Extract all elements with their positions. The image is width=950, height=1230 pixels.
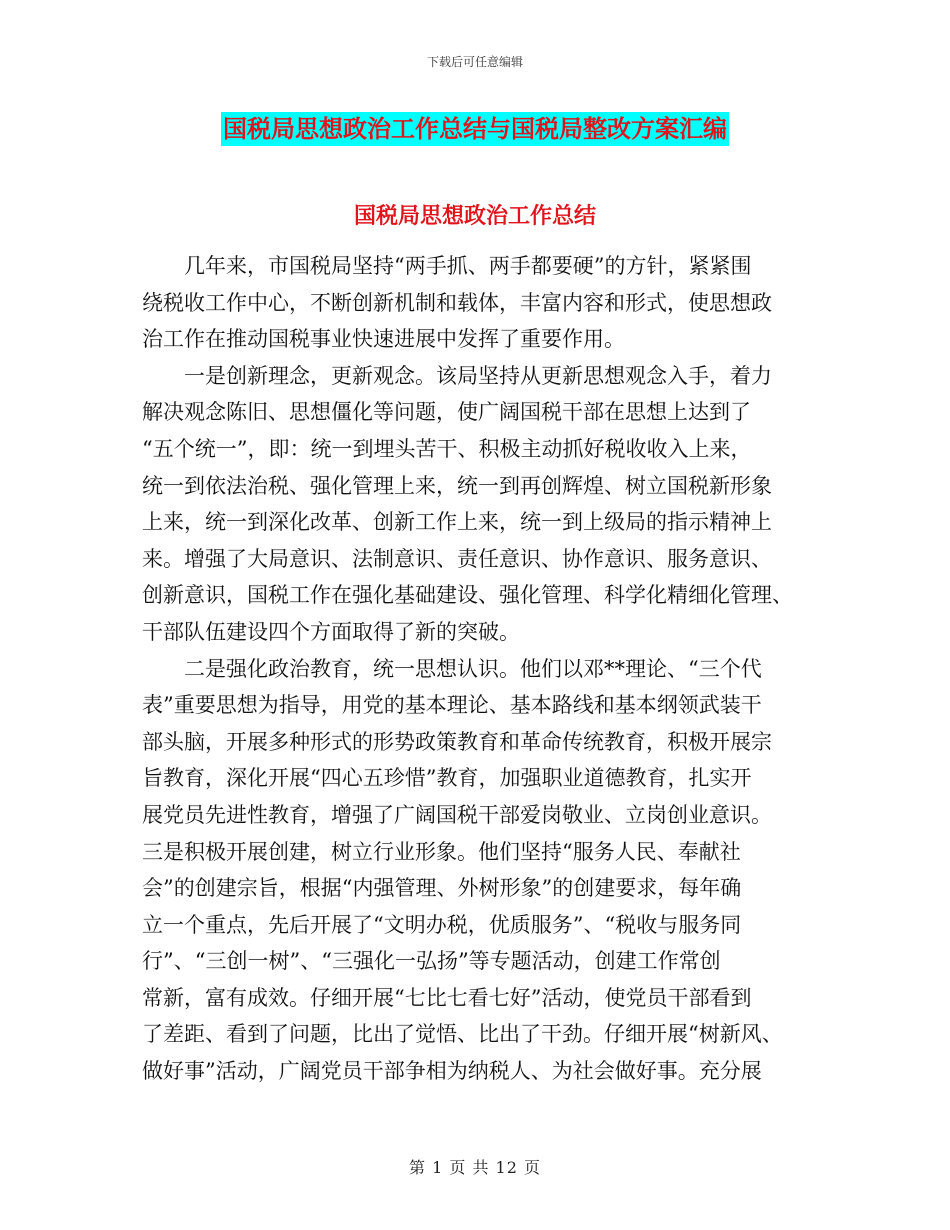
text-line: 创新意识，国税工作在强化基础建设、强化管理、科学化精细化管理、 (142, 583, 793, 608)
text-line: 了差距、看到了问题，比出了觉悟、比出了干劲。仔细开展“树新风、 (142, 1022, 783, 1047)
section-title: 国税局思想政治工作总结 (353, 204, 596, 229)
text-line: 行”、“三创一树”、“三强化一弘扬”等专题活动，创建工作常创 (142, 949, 721, 974)
text-line: 二是强化政治教育，统一思想认识。他们以邓**理论、“三个代 (142, 656, 762, 681)
text-line: 绕税收工作中心，不断创新机制和载体，丰富内容和形式，使思想政 (142, 290, 772, 315)
text-line: 常新，富有成效。仔细开展“七比七看七好”活动，使党员干部看到 (142, 985, 752, 1010)
header-note: 下载后可任意编辑 (426, 55, 523, 69)
text-line: 解决观念陈旧、思想僵化等问题，使广阔国税干部在思想上达到了 (142, 400, 751, 425)
text-line: 三是积极开展创建，树立行业形象。他们坚持“服务人民、奉献社 (142, 839, 741, 864)
text-line: 做好事”活动，广阔党员干部争相为纳税人、为社会做好事。充分展 (142, 1059, 762, 1084)
text-line: 上来，统一到深化改革、创新工作上来，统一到上级局的指示精神上 (142, 510, 772, 535)
body-text (142, 248, 822, 1090)
text-line: 旨教育，深化开展“四心五珍惜”教育，加强职业道德教育，扎实开 (142, 766, 752, 791)
text-line: 立一个重点，先后开展了“文明办税，优质服务”、“税收与服务同 (142, 912, 742, 937)
page-footer: 第 1 页 共 12 页 (409, 1158, 541, 1177)
text-line: 来。增强了大局意识、法制意识、责任意识、协作意识、服务意识、 (142, 546, 772, 571)
main-title: 国税局思想政治工作总结与国税局整改方案汇编 (221, 112, 729, 146)
text-line: 几年来，市国税局坚持“两手抓、两手都要硬”的方针，紧紧围 (142, 254, 752, 278)
text-line: 一是创新理念，更新观念。该局坚持从更新思想观念入手，着力 (142, 363, 772, 388)
text-line: 统一到依法治税、强化管理上来，统一到再创辉煌、树立国税新形象 (142, 473, 772, 498)
text-line: “五个统一”，即：统一到埋头苦干、积极主动抓好税收收入上来， (142, 436, 752, 461)
text-line: 干部队伍建设四个方面取得了新的突破。 (142, 619, 520, 644)
text-line: 会”的创建宗旨，根据“内强管理、外树形象”的创建要求，每年确 (142, 876, 742, 901)
text-line: 部头脑，开展多种形式的形势政策教育和革命传统教育，积极开展宗 (142, 729, 772, 754)
text-line: 治工作在推动国税事业快速进展中发挥了重要作用。 (142, 327, 625, 352)
text-line: 展党员先进性教育，增强了广阔国税干部爱岗敬业、立岗创业意识。 (142, 802, 772, 827)
text-line: 表”重要思想为指导，用党的基本理论、基本路线和基本纲领武装干 (142, 693, 762, 718)
